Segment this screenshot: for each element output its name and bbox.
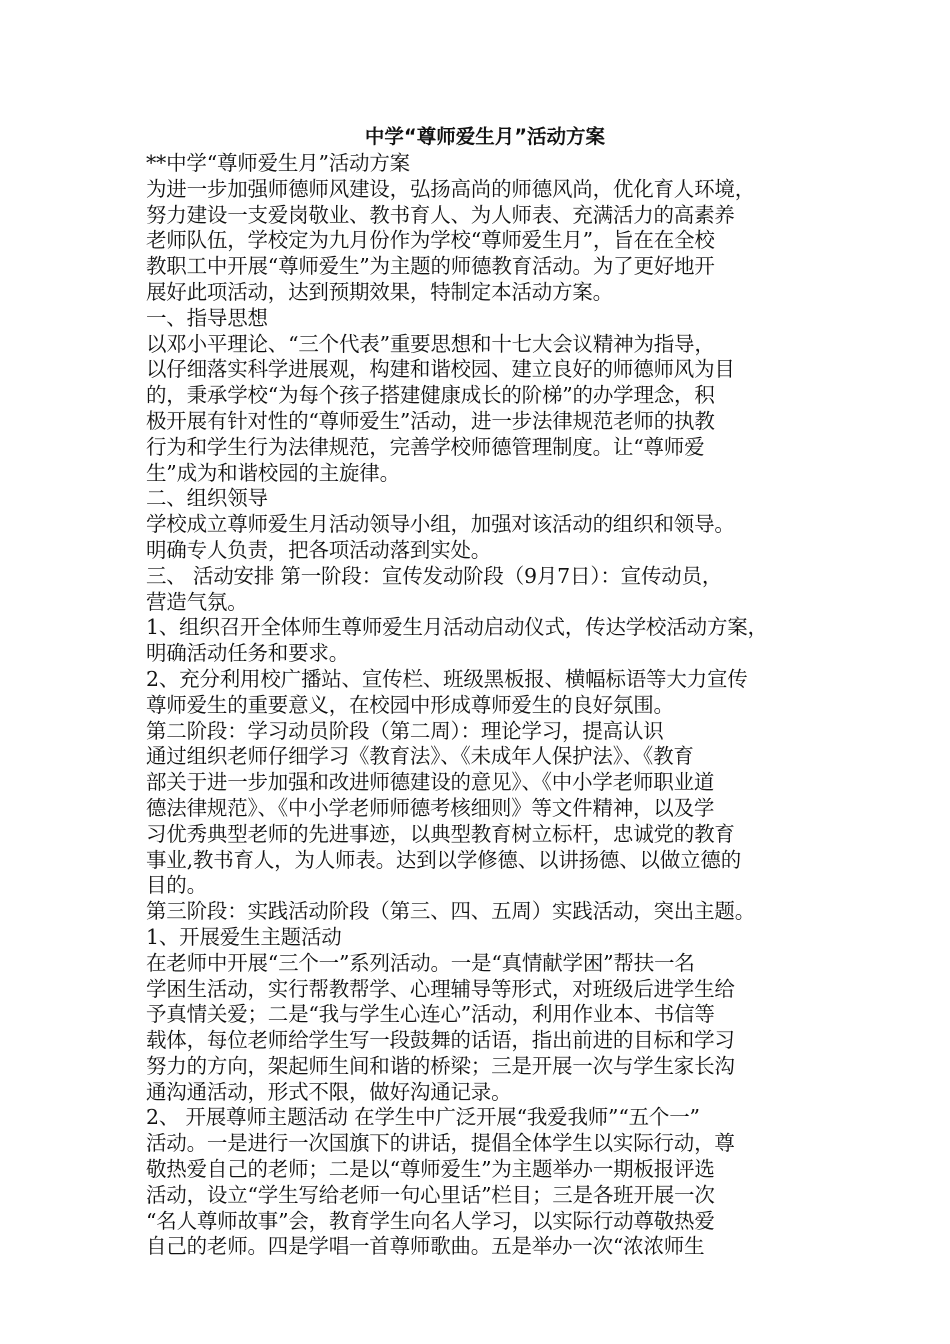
text-line: 德法律规范》、《中小学老师师德考核细则》等文件精神，以及学 — [146, 795, 715, 820]
text-line: 第二阶段：学习动员阶段（第二周）：理论学习，提高认识 — [146, 718, 664, 743]
text-line: 第三阶段：实践活动阶段（第三、四、五周）实践活动，突出主题。 — [146, 899, 755, 924]
text-line: 载体，每位老师给学生写一段鼓舞的话语，指出前进的目标和学习 — [146, 1028, 735, 1053]
text-line: 事业,教书育人，为人师表。达到以学修德、以讲扬德、以做立德的 — [146, 847, 742, 872]
text-line: 2、 开展尊师主题活动 在学生中广泛开展“我爱我师”“五个一” — [146, 1105, 700, 1130]
text-line: 学校成立尊师爱生月活动领导小组，加强对该活动的组织和领导。 — [146, 512, 735, 537]
text-line: “名人尊师故事”会，教育学生向名人学习，以实际行动尊敬热爱 — [146, 1208, 715, 1233]
text-line: 营造气氛。 — [146, 589, 248, 614]
text-line: 二、组织领导 — [146, 486, 268, 511]
text-line: 行为和学生行为法律规范，完善学校师德管理制度。让“尊师爱 — [146, 434, 705, 459]
text-line: 教职工中开展“尊师爱生”为主题的师德教育活动。为了更好地开 — [146, 254, 715, 279]
text-line: 明确专人负责，把各项活动落到实处。 — [146, 537, 492, 562]
text-line: 一、指导思想 — [146, 305, 268, 330]
text-line: 活动，设立“学生写给老师一句心里话”栏目；三是各班开展一次 — [146, 1182, 715, 1207]
text-line: 的，秉承学校“为每个孩子搭建健康成长的阶梯”的办学理念，积 — [146, 383, 715, 408]
text-line: 习优秀典型老师的先进事迹，以典型教育树立标杆，忠诚党的教育 — [146, 821, 735, 846]
text-line: 敬热爱自己的老师；二是以“尊师爱生”为主题举办一期板报评选 — [146, 1157, 715, 1182]
text-line: **中学“尊师爱生月”活动方案 — [146, 151, 410, 175]
text-line: 2、充分利用校广播站、宣传栏、班级黑板报、横幅标语等大力宣传 — [146, 666, 748, 691]
text-line: 自己的老师。四是学唱一首尊师歌曲。五是举办一次“浓浓师生 — [146, 1234, 705, 1259]
text-line: 学困生活动，实行帮教帮学、心理辅导等形式，对班级后进学生给 — [146, 976, 735, 1001]
text-line: 1、组织召开全体师生尊师爱生月活动启动仪式，传达学校活动方案， — [146, 615, 768, 640]
text-line: 活动。一是进行一次国旗下的讲话，提倡全体学生以实际行动，尊 — [146, 1131, 735, 1156]
text-line: 明确活动任务和要求。 — [146, 641, 349, 666]
text-line: 为进一步加强师德师风建设，弘扬高尚的师德风尚，优化育人环境， — [146, 176, 755, 201]
text-line: 努力建设一支爱岗敬业、教书育人、为人师表、充满活力的高素养 — [146, 202, 735, 227]
text-line: 通过组织老师仔细学习《教育法》、《未成年人保护法》、《教育 — [146, 744, 694, 769]
text-line: 生”成为和谐校园的主旋律。 — [146, 460, 400, 485]
text-line: 通沟通活动，形式不限，做好沟通记录。 — [146, 1079, 512, 1104]
text-line: 部关于进一步加强和改进师德建设的意见》、《中小学老师职业道 — [146, 770, 715, 795]
text-line: 尊师爱生的重要意义，在校园中形成尊师爱生的良好氛围。 — [146, 692, 674, 717]
text-line: 展好此项活动，达到预期效果，特制定本活动方案。 — [146, 279, 613, 304]
text-line: 以仔细落实科学进展观，构建和谐校园、建立良好的师德师风为目 — [146, 357, 735, 382]
text-line: 在老师中开展“三个一”系列活动。一是“真情献学困”帮扶一名 — [146, 950, 695, 975]
document-page — [146, 122, 818, 1260]
document-body — [146, 151, 818, 1260]
text-line: 目的。 — [146, 873, 207, 898]
text-line: 极开展有针对性的“尊师爱生”活动，进一步法律规范老师的执教 — [146, 408, 715, 433]
text-line: 1、开展爱生主题活动 — [146, 924, 342, 949]
document-title: 中学“尊师爱生月”活动方案 — [364, 125, 606, 148]
text-line: 老师队伍，学校定为九月份作为学校“尊师爱生月”，旨在在全校 — [146, 228, 715, 253]
text-line: 努力的方向，架起师生间和谐的桥梁；三是开展一次与学生家长沟 — [146, 1053, 735, 1078]
text-line: 三、 活动安排 第一阶段：宣传发动阶段（9月7日）：宣传动员， — [146, 563, 723, 588]
text-line: 以邓小平理论、“三个代表”重要思想和十七大会议精神为指导， — [146, 331, 715, 356]
text-line: 予真情关爱；二是“我与学生心连心”活动，利用作业本、书信等 — [146, 1002, 715, 1027]
